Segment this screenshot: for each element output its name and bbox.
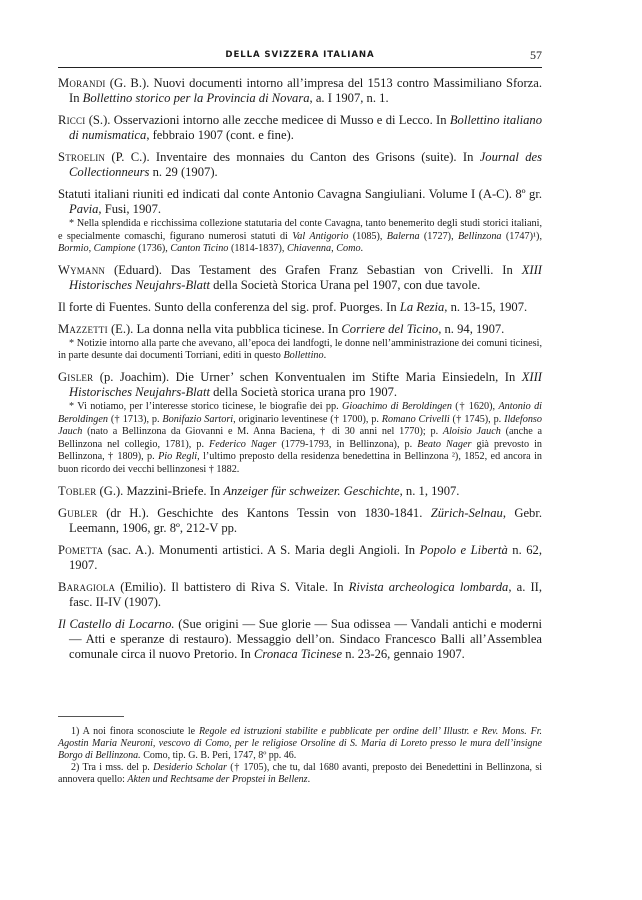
- entry-author: Wymann: [58, 262, 106, 277]
- entry-publication: Journal des Collectionneurs: [69, 150, 542, 179]
- entry-text: Il forte di Fuentes. Sunto della conferenza del sig. prof. Puorges. In: [58, 299, 400, 314]
- entry-text: (Emilio). Il battistero di Riva S. Vitale. In: [115, 579, 349, 594]
- bibliography-entry-with-note: [58, 187, 542, 256]
- entry-details: della Società Storica Urana pel 1907, con due tavole.: [209, 277, 481, 292]
- bibliography-entry: [58, 506, 542, 536]
- entry-details: , Fusi, 1907.: [98, 202, 162, 216]
- entry-details: della Società storica urana pro 1907.: [209, 384, 398, 399]
- footnote-rule: [58, 716, 124, 717]
- entry-note: * Notizie intorno alla parte che avevano, all’epoca dei landfogti, le donne nell’amministrazione dei comuni ticinesi, in parte desunte dai documenti Torriani, editi in questo Bollettino.: [58, 337, 542, 362]
- entry-text: (Sue origini — Sue glorie — Sua odissea — Vandali antichi e moderni — Atti e speranze di restauro). Messaggio dell’on. Sindaco Francesco Balli all’Assemblea comunale circa il nuovo Pretorio. In: [69, 616, 542, 661]
- entry-details: , n. 94, 1907.: [438, 321, 505, 336]
- entry-details: n. 23-26, gennaio 1907.: [342, 646, 465, 661]
- bibliography-entry: [58, 543, 542, 573]
- running-header: [58, 48, 542, 64]
- entry-text: Statuti italiani riuniti ed indicati dal conte Antonio Cavagna Sangiuliani. Volume I (A-C). 8º gr.: [58, 187, 542, 201]
- entry-author: Pometta: [58, 542, 104, 557]
- entry-publication: Cronaca Ticinese: [254, 646, 343, 661]
- entry-text: (G.). Mazzini-Briefe. In: [96, 483, 224, 498]
- entry-note: * Vi notiamo, per l’interesse storico ticinese, le biografie dei pp. Gioachimo di Beroldingen († 1620), Antonio di Beroldingen († 1713), p. Bonifazio Sartori, originario leventinese († 1700), p. Romano Crivelli († 1745), p. Ildefonso Jauch (nato a Bellinzona da Giovanni e M. Anna Baciena, † di 30 anni nel 1770); p. Aloisio Jauch (anche a Bellinzona nel collegio, 1781), p. Federico Nager (1779-1793, in Bellinzona), p. Beato Nager già prevosto in Bellinzona, † 1809), p. Pio Regli, l’ultimo preposto della residenza benedettina in Bellinzona ²), 1852, ed ancora in buon ricordo dei vecchi bellinzonesi † 1882.: [58, 400, 543, 475]
- entry-text: (S.). Osservazioni intorno alle zecche medicee di Musso e di Lecco. In: [85, 113, 450, 127]
- entry-text: (E.). La donna nella vita pubblica ticinese. In: [107, 321, 342, 336]
- bibliography-entry: [58, 150, 542, 180]
- entry-author: Mazzetti: [58, 321, 108, 336]
- bibliography-entry: [58, 263, 542, 293]
- entry-author: Ricci: [58, 113, 86, 127]
- bibliography-entry: [58, 322, 542, 337]
- entry-details: , n. 13-15, 1907.: [444, 299, 528, 314]
- entry-text: (Eduard). Das Testament des Grafen Franz Sebastian von Crivelli. In: [105, 262, 522, 277]
- bibliography-entry: [58, 370, 542, 400]
- entry-publication: Popolo e Libertà: [419, 542, 508, 557]
- entry-title: Il Castello di Locarno.: [58, 616, 175, 631]
- bibliography-entry: [58, 187, 542, 217]
- entry-text: (dr H.). Geschichte des Kantons Tessin von 1830-1841.: [97, 505, 431, 520]
- entry-publication: XIII Historisches Neujahrs-Blatt: [69, 369, 542, 399]
- entry-author: Stroelin: [58, 150, 106, 164]
- entry-text: (G. B.). Nuovi documenti intorno all’impresa del 1513 contro Massimiliano Sforza. In: [69, 76, 542, 105]
- bibliography-entry: [58, 484, 542, 499]
- entry-details: , a. II, fasc. II-IV (1907).: [69, 579, 542, 609]
- entry-author: Tobler: [58, 483, 97, 498]
- entry-details: , Gebr. Leemann, 1906, gr. 8º, 212-V pp.: [69, 505, 542, 535]
- entry-details: , febbraio 1907 (cont. e fine).: [146, 128, 294, 142]
- entry-details: , n. 1, 1907.: [399, 483, 460, 498]
- entry-text: (sac. A.). Monumenti artistici. A S. Maria degli Angioli. In: [103, 542, 420, 557]
- entry-text: (P. C.). Inventaire des monnaies du Canton des Grisons (suite). In: [105, 150, 480, 164]
- page-number: 57: [530, 48, 542, 62]
- entry-details: n. 62, 1907.: [69, 542, 543, 572]
- header-rule: [58, 67, 542, 68]
- bibliography-entry-with-note: [58, 370, 542, 477]
- entry-publication: Anzeiger für schweizer. Geschichte: [223, 483, 400, 498]
- bibliography-entry: [58, 580, 542, 610]
- entry-author: Morandi: [58, 76, 106, 90]
- entry-note: * Nella splendida e ricchissima collezione statutaria del conte Cavagna, tanto benemerito degli studi storici italiani, e specialmente comaschi, figurano numerosi statuti di Val Antigorio (1085), Balerna (1727), Bellinzona (1747)¹), Bormio, Campione (1736), Canton Ticino (1814-1837), Chiavenna, Como.: [58, 218, 542, 255]
- entry-publication: Rivista archeologica lombarda: [348, 579, 509, 594]
- footnote: 2) Tra i mss. del p. Desiderio Scholar († 1705), che tu, dal 1680 avanti, preposto dei Benedettini in Bellinzona, si annovera quello: Akten und Rechtsame der Propstei in Bellenz.: [58, 762, 543, 786]
- entry-text: (p. Joachim). Die Urner’ schen Konventualen im Stifte Maria Einsiedeln, In: [93, 369, 522, 384]
- entry-publication: Zürich-Selnau: [430, 505, 503, 520]
- entry-publication: La Rezia: [399, 299, 445, 314]
- bibliography-entry: [58, 617, 542, 662]
- bibliography-entry: [58, 300, 542, 315]
- entry-publication: Bollettino italiano di numismatica: [69, 113, 543, 142]
- bibliography-entry: [58, 113, 542, 143]
- bibliography-entry-with-note: [58, 322, 542, 363]
- entry-author: Baragiola: [58, 579, 116, 594]
- bibliography-list: [58, 76, 542, 669]
- entry-author: Gisler: [58, 369, 94, 384]
- header-title: DELLA SVIZZERA ITALIANA: [225, 50, 375, 60]
- entry-publication: Pavia: [69, 202, 99, 216]
- entry-publication: Bollettino storico per la Provincia di Novara: [82, 91, 310, 105]
- entry-publication: XIII Historisches Neujahrs-Blatt: [69, 262, 542, 292]
- footnote: 1) A noi finora sconosciute le Regole ed istruzioni stabilite e pubblicate per ordine dell’ Illustr. e Rev. Mons. Fr. Agostin Maria Neuroni, vescovo di Como, per le religiose Orsoline di S. Maria di Loreto presso le mura dell’insigne Borgo di Bellinzona. Como, tip. G. B. Peri, 1747, 8º pp. 46.: [58, 726, 542, 761]
- bibliography-entry: [58, 76, 542, 106]
- entry-author: Gubler: [58, 505, 98, 520]
- entry-details: , a. I 1907, n. 1.: [309, 91, 389, 105]
- entry-publication: Corriere del Ticino: [341, 321, 439, 336]
- footnotes: [58, 726, 542, 787]
- entry-details: n. 29 (1907).: [149, 165, 218, 179]
